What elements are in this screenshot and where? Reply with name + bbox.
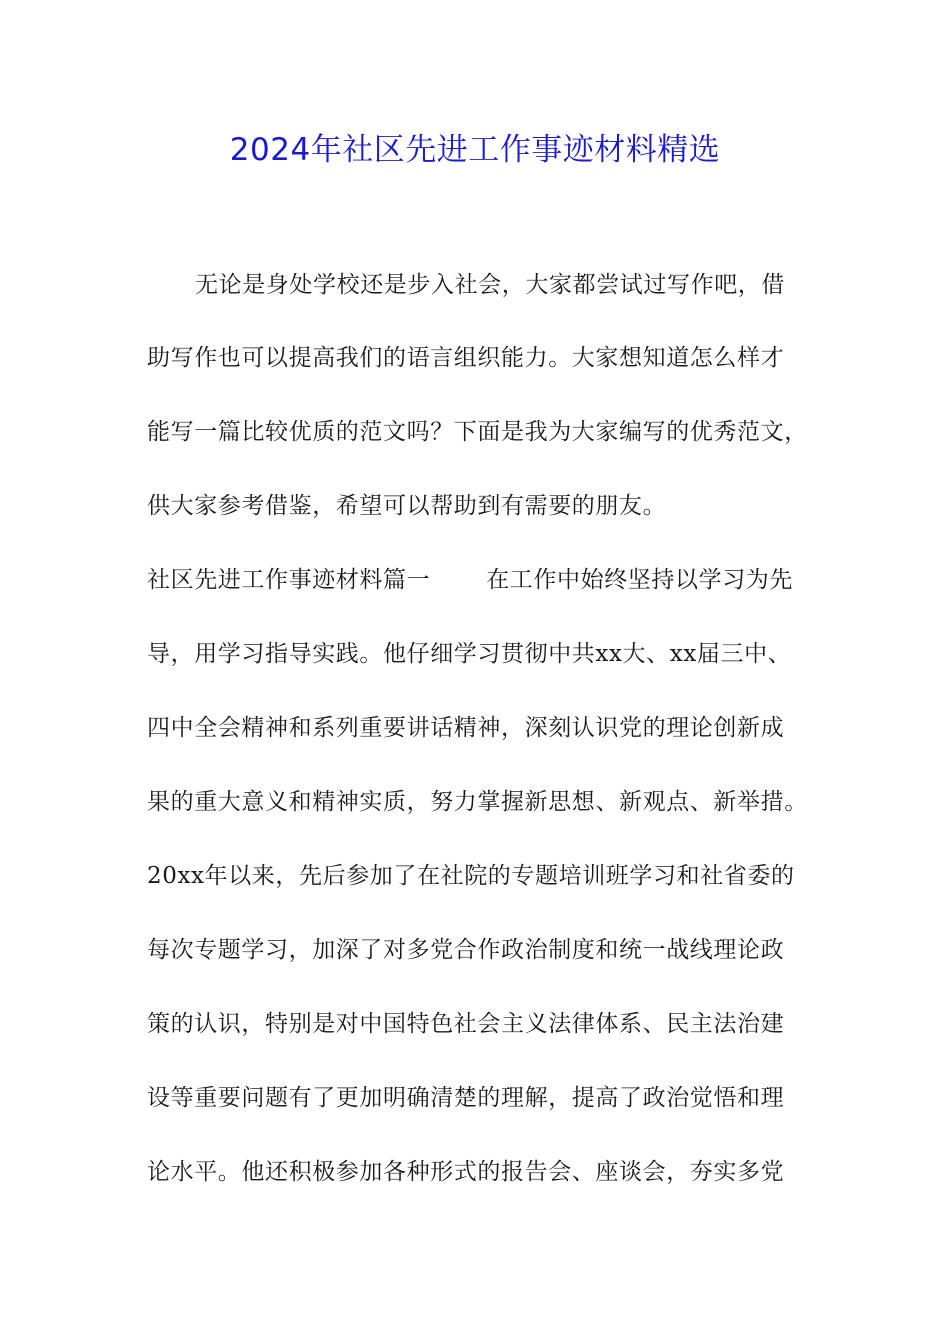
body-line-6: 策的认识，特别是对中国特色社会主义法律体系、民主法治建 xyxy=(147,1011,785,1037)
body-line-3: 果的重大意义和精神实质，努力掌握新思想、新观点、新举措。 xyxy=(147,789,808,815)
body-line-7: 设等重要问题有了更加明确清楚的理解，提高了政治觉悟和理 xyxy=(147,1085,785,1111)
section-first-line xyxy=(147,562,827,598)
section-heading: 社区先进工作事迹材料篇一 xyxy=(147,567,431,593)
body-line-1: 导，用学习指导实践。他仔细学习贯彻中共xx大、xx届三中、 xyxy=(147,641,792,667)
intro-line-3: 能写一篇比较优质的范文吗？下面是我为大家编写的优秀范文， xyxy=(147,419,808,445)
body-line-8: 论水平。他还积极参加各种形式的报告会、座谈会，夯实多党 xyxy=(147,1159,785,1185)
section-first-text: 在工作中始终坚持以学习为先 xyxy=(486,567,794,593)
intro-line-1: 无论是身处学校还是步入社会，大家都尝试过写作吧，借 xyxy=(195,272,785,298)
document-title: 2024年社区先进工作事迹材料精选 xyxy=(229,132,721,168)
body-line-4: 20xx年以来，先后参加了在社院的专题培训班学习和社省委的 xyxy=(147,863,795,889)
intro-line-2: 助写作也可以提高我们的语言组织能力。大家想知道怎么样才 xyxy=(147,345,785,371)
body-line-2: 四中全会精神和系列重要讲话精神，深刻认识党的理论创新成 xyxy=(147,715,785,741)
body-line-5: 每次专题学习，加深了对多党合作政治制度和统一战线理论政 xyxy=(147,937,785,963)
intro-line-4: 供大家参考借鉴，希望可以帮助到有需要的朋友。 xyxy=(147,493,667,519)
